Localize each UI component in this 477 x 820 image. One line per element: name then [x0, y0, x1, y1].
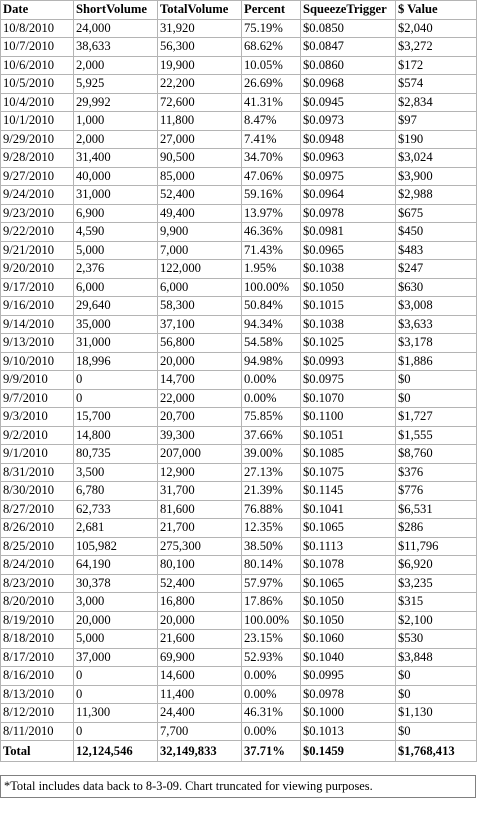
cell-squeeze-trigger: $0.1038: [301, 315, 396, 334]
cell-squeeze-trigger: $0.1015: [301, 297, 396, 316]
cell-squeeze-trigger: $0.1041: [301, 500, 396, 519]
cell-squeeze-trigger: $0.0981: [301, 223, 396, 242]
cell-percent: 54.58%: [242, 334, 301, 353]
table-row: [1, 482, 477, 501]
cell-squeeze-trigger: $0.0978: [301, 685, 396, 704]
cell-squeeze-trigger: $0.0965: [301, 241, 396, 260]
cell-total-volume: 22,200: [158, 75, 242, 94]
cell-squeeze-trigger: $0.0847: [301, 38, 396, 57]
cell-date: 9/17/2010: [1, 278, 74, 297]
cell-percent: 1.95%: [242, 260, 301, 279]
cell-short-volume: 31,000: [74, 334, 158, 353]
cell-date: 9/27/2010: [1, 167, 74, 186]
cell-percent: 10.05%: [242, 56, 301, 75]
cell-dollar-value: $0: [396, 685, 477, 704]
cell-short-volume: 0: [74, 685, 158, 704]
table-row: [1, 167, 477, 186]
cell-squeeze-trigger: $0.0993: [301, 352, 396, 371]
cell-dollar-value: $3,235: [396, 574, 477, 593]
cell-short-volume: 31,400: [74, 149, 158, 168]
cell-date: 9/21/2010: [1, 241, 74, 260]
cell-squeeze-trigger: $0.0975: [301, 167, 396, 186]
cell-short-volume: 31,000: [74, 186, 158, 205]
cell-short-volume: 15,700: [74, 408, 158, 427]
table-row: [1, 19, 477, 38]
cell-squeeze-trigger: $0.0975: [301, 371, 396, 390]
table-row: [1, 93, 477, 112]
cell-percent: 27.13%: [242, 463, 301, 482]
cell-total-volume: 22,000: [158, 389, 242, 408]
cell-date: 8/23/2010: [1, 574, 74, 593]
cell-total-volume: 31,920: [158, 19, 242, 38]
cell-total-volume: 85,000: [158, 167, 242, 186]
cell-dollar-value: $3,272: [396, 38, 477, 57]
table-row: [1, 593, 477, 612]
cell-squeeze-trigger: $0.0948: [301, 130, 396, 149]
cell-total-volume: 20,700: [158, 408, 242, 427]
cell-dollar-value: $3,178: [396, 334, 477, 353]
cell-percent: 21.39%: [242, 482, 301, 501]
cell-short-volume: 2,000: [74, 56, 158, 75]
cell-squeeze-trigger: $0.0995: [301, 667, 396, 686]
table-row: [1, 445, 477, 464]
cell-date: 8/27/2010: [1, 500, 74, 519]
cell-dollar-value: $2,100: [396, 611, 477, 630]
table-body: [1, 19, 477, 741]
cell-short-volume: 105,982: [74, 537, 158, 556]
cell-squeeze-trigger: $0.1040: [301, 648, 396, 667]
cell-percent: 0.00%: [242, 667, 301, 686]
cell-percent: 39.00%: [242, 445, 301, 464]
cell-short-volume: 0: [74, 371, 158, 390]
cell-percent: 46.36%: [242, 223, 301, 242]
table-row: [1, 704, 477, 723]
cell-date: 9/13/2010: [1, 334, 74, 353]
table-row: [1, 500, 477, 519]
cell-date: 9/3/2010: [1, 408, 74, 427]
table-row: [1, 722, 477, 741]
cell-total-volume: 19,900: [158, 56, 242, 75]
table-row: [1, 611, 477, 630]
cell-date: 8/17/2010: [1, 648, 74, 667]
cell-squeeze-trigger: $0.0964: [301, 186, 396, 205]
cell-percent: 23.15%: [242, 630, 301, 649]
header-short-volume: ShortVolume: [74, 1, 158, 20]
cell-dollar-value: $0: [396, 389, 477, 408]
header-squeeze-trigger: SqueezeTrigger: [301, 1, 396, 20]
table-row: [1, 648, 477, 667]
cell-short-volume: 2,681: [74, 519, 158, 538]
cell-total-volume: 27,000: [158, 130, 242, 149]
table-row: [1, 389, 477, 408]
cell-dollar-value: $2,988: [396, 186, 477, 205]
table-row: [1, 223, 477, 242]
cell-dollar-value: $11,796: [396, 537, 477, 556]
cell-short-volume: 14,800: [74, 426, 158, 445]
cell-squeeze-trigger: $0.1078: [301, 556, 396, 575]
cell-total-volume: 11,400: [158, 685, 242, 704]
cell-short-volume: 29,992: [74, 93, 158, 112]
cell-dollar-value: $0: [396, 722, 477, 741]
cell-dollar-value: $376: [396, 463, 477, 482]
cell-squeeze-trigger: $0.0945: [301, 93, 396, 112]
table-row: [1, 149, 477, 168]
cell-date: 9/22/2010: [1, 223, 74, 242]
cell-date: 8/24/2010: [1, 556, 74, 575]
cell-date: 10/7/2010: [1, 38, 74, 57]
cell-short-volume: 0: [74, 722, 158, 741]
cell-squeeze-trigger: $0.1038: [301, 260, 396, 279]
cell-squeeze-trigger: $0.1113: [301, 537, 396, 556]
cell-total-volume: 21,700: [158, 519, 242, 538]
cell-dollar-value: $286: [396, 519, 477, 538]
cell-dollar-value: $0: [396, 371, 477, 390]
cell-percent: 37.66%: [242, 426, 301, 445]
cell-dollar-value: $530: [396, 630, 477, 649]
cell-percent: 13.97%: [242, 204, 301, 223]
cell-total-volume: 122,000: [158, 260, 242, 279]
cell-dollar-value: $776: [396, 482, 477, 501]
cell-total-volume: 58,300: [158, 297, 242, 316]
table-row: [1, 371, 477, 390]
cell-total-volume: 7,000: [158, 241, 242, 260]
cell-total-volume: 16,800: [158, 593, 242, 612]
cell-dollar-value: $8,760: [396, 445, 477, 464]
cell-dollar-value: $247: [396, 260, 477, 279]
cell-total-volume: 90,500: [158, 149, 242, 168]
cell-squeeze-trigger: $0.1013: [301, 722, 396, 741]
cell-squeeze-trigger: $0.1065: [301, 519, 396, 538]
cell-short-volume: 80,735: [74, 445, 158, 464]
cell-date: 9/20/2010: [1, 260, 74, 279]
table-row: [1, 260, 477, 279]
cell-squeeze-trigger: $0.1145: [301, 482, 396, 501]
table-row: [1, 537, 477, 556]
cell-total-volume: 207,000: [158, 445, 242, 464]
cell-total-volume: 21,600: [158, 630, 242, 649]
cell-short-volume: 2,376: [74, 260, 158, 279]
cell-short-volume: 5,000: [74, 630, 158, 649]
cell-total-volume: 11,800: [158, 112, 242, 131]
cell-date: 8/19/2010: [1, 611, 74, 630]
cell-total-volume: 52,400: [158, 186, 242, 205]
table-row: [1, 204, 477, 223]
table-row: [1, 408, 477, 427]
cell-total-volume: 49,400: [158, 204, 242, 223]
cell-dollar-value: $3,008: [396, 297, 477, 316]
cell-percent: 94.98%: [242, 352, 301, 371]
table-row: [1, 112, 477, 131]
table-row: [1, 56, 477, 75]
table-row: [1, 574, 477, 593]
cell-squeeze-trigger: $0.0973: [301, 112, 396, 131]
cell-total-volume: 14,600: [158, 667, 242, 686]
cell-dollar-value: $1,555: [396, 426, 477, 445]
cell-date: 8/26/2010: [1, 519, 74, 538]
cell-dollar-value: $0: [396, 667, 477, 686]
cell-dollar-value: $2,040: [396, 19, 477, 38]
cell-dollar-value: $450: [396, 223, 477, 242]
cell-short-volume: 4,590: [74, 223, 158, 242]
cell-short-volume: 24,000: [74, 19, 158, 38]
cell-date: 10/4/2010: [1, 93, 74, 112]
cell-dollar-value: $3,633: [396, 315, 477, 334]
cell-dollar-value: $2,834: [396, 93, 477, 112]
cell-percent: 100.00%: [242, 278, 301, 297]
cell-short-volume: 64,190: [74, 556, 158, 575]
total-label: Total: [1, 741, 74, 762]
cell-date: 9/28/2010: [1, 149, 74, 168]
cell-percent: 94.34%: [242, 315, 301, 334]
cell-date: 9/23/2010: [1, 204, 74, 223]
cell-percent: 75.85%: [242, 408, 301, 427]
cell-percent: 80.14%: [242, 556, 301, 575]
cell-squeeze-trigger: $0.0968: [301, 75, 396, 94]
table-row: [1, 38, 477, 57]
cell-short-volume: 3,000: [74, 593, 158, 612]
cell-dollar-value: $172: [396, 56, 477, 75]
table-row: [1, 186, 477, 205]
table-row: [1, 278, 477, 297]
cell-date: 8/18/2010: [1, 630, 74, 649]
cell-total-volume: 56,300: [158, 38, 242, 57]
header-row: [1, 1, 477, 20]
cell-short-volume: 6,780: [74, 482, 158, 501]
cell-total-volume: 39,300: [158, 426, 242, 445]
cell-percent: 7.41%: [242, 130, 301, 149]
cell-short-volume: 40,000: [74, 167, 158, 186]
cell-dollar-value: $190: [396, 130, 477, 149]
cell-date: 8/25/2010: [1, 537, 74, 556]
cell-short-volume: 18,996: [74, 352, 158, 371]
cell-squeeze-trigger: $0.1051: [301, 426, 396, 445]
header-dollar-value: $ Value: [396, 1, 477, 20]
cell-dollar-value: $1,130: [396, 704, 477, 723]
cell-squeeze-trigger: $0.1050: [301, 593, 396, 612]
cell-squeeze-trigger: $0.1050: [301, 278, 396, 297]
cell-short-volume: 38,633: [74, 38, 158, 57]
cell-short-volume: 5,000: [74, 241, 158, 260]
cell-date: 10/5/2010: [1, 75, 74, 94]
cell-percent: 50.84%: [242, 297, 301, 316]
cell-total-volume: 52,400: [158, 574, 242, 593]
cell-dollar-value: $315: [396, 593, 477, 612]
cell-total-volume: 9,900: [158, 223, 242, 242]
cell-short-volume: 3,500: [74, 463, 158, 482]
cell-date: 9/10/2010: [1, 352, 74, 371]
cell-total-volume: 6,000: [158, 278, 242, 297]
cell-short-volume: 20,000: [74, 611, 158, 630]
cell-percent: 76.88%: [242, 500, 301, 519]
cell-short-volume: 29,640: [74, 297, 158, 316]
table-row: [1, 667, 477, 686]
cell-dollar-value: $3,024: [396, 149, 477, 168]
cell-date: 8/20/2010: [1, 593, 74, 612]
cell-date: 9/14/2010: [1, 315, 74, 334]
total-percent: 37.71%: [242, 741, 301, 762]
cell-total-volume: 69,900: [158, 648, 242, 667]
table-row: [1, 630, 477, 649]
cell-dollar-value: $1,886: [396, 352, 477, 371]
cell-dollar-value: $630: [396, 278, 477, 297]
table-row: [1, 315, 477, 334]
cell-squeeze-trigger: $0.1060: [301, 630, 396, 649]
header-percent: Percent: [242, 1, 301, 20]
cell-date: 8/31/2010: [1, 463, 74, 482]
cell-total-volume: 20,000: [158, 611, 242, 630]
cell-percent: 100.00%: [242, 611, 301, 630]
cell-short-volume: 62,733: [74, 500, 158, 519]
cell-percent: 68.62%: [242, 38, 301, 57]
cell-total-volume: 72,600: [158, 93, 242, 112]
cell-squeeze-trigger: $0.1050: [301, 611, 396, 630]
cell-total-volume: 80,100: [158, 556, 242, 575]
cell-total-volume: 14,700: [158, 371, 242, 390]
header-total-volume: TotalVolume: [158, 1, 242, 20]
table-row: [1, 463, 477, 482]
cell-percent: 26.69%: [242, 75, 301, 94]
cell-date: 9/7/2010: [1, 389, 74, 408]
cell-date: 8/30/2010: [1, 482, 74, 501]
cell-date: 9/29/2010: [1, 130, 74, 149]
table-row: [1, 352, 477, 371]
table-row: [1, 75, 477, 94]
cell-squeeze-trigger: $0.1100: [301, 408, 396, 427]
total-short-volume: 12,124,546: [74, 741, 158, 762]
total-row: [1, 741, 477, 762]
cell-short-volume: 1,000: [74, 112, 158, 131]
cell-date: 10/8/2010: [1, 19, 74, 38]
cell-percent: 0.00%: [242, 685, 301, 704]
cell-short-volume: 6,000: [74, 278, 158, 297]
cell-short-volume: 11,300: [74, 704, 158, 723]
cell-dollar-value: $3,900: [396, 167, 477, 186]
cell-squeeze-trigger: $0.1025: [301, 334, 396, 353]
table-row: [1, 297, 477, 316]
cell-percent: 34.70%: [242, 149, 301, 168]
cell-short-volume: 35,000: [74, 315, 158, 334]
cell-date: 9/9/2010: [1, 371, 74, 390]
header-date: Date: [1, 1, 74, 20]
cell-percent: 41.31%: [242, 93, 301, 112]
cell-short-volume: 0: [74, 389, 158, 408]
cell-squeeze-trigger: $0.0963: [301, 149, 396, 168]
cell-percent: 17.86%: [242, 593, 301, 612]
cell-dollar-value: $574: [396, 75, 477, 94]
total-squeeze-trigger: $0.1459: [301, 741, 396, 762]
cell-date: 10/1/2010: [1, 112, 74, 131]
cell-squeeze-trigger: $0.1075: [301, 463, 396, 482]
cell-percent: 71.43%: [242, 241, 301, 260]
cell-percent: 52.93%: [242, 648, 301, 667]
total-dollar-value: $1,768,413: [396, 741, 477, 762]
table-row: [1, 426, 477, 445]
cell-short-volume: 2,000: [74, 130, 158, 149]
cell-date: 8/11/2010: [1, 722, 74, 741]
cell-dollar-value: $6,920: [396, 556, 477, 575]
cell-date: 9/2/2010: [1, 426, 74, 445]
cell-dollar-value: $6,531: [396, 500, 477, 519]
table-row: [1, 556, 477, 575]
cell-squeeze-trigger: $0.0850: [301, 19, 396, 38]
cell-dollar-value: $97: [396, 112, 477, 131]
cell-date: 9/24/2010: [1, 186, 74, 205]
cell-percent: 75.19%: [242, 19, 301, 38]
cell-date: 10/6/2010: [1, 56, 74, 75]
cell-short-volume: 0: [74, 667, 158, 686]
cell-total-volume: 275,300: [158, 537, 242, 556]
footnote: *Total includes data back to 8-3-09. Chart truncated for viewing purposes.: [0, 775, 476, 798]
cell-total-volume: 7,700: [158, 722, 242, 741]
cell-percent: 57.97%: [242, 574, 301, 593]
cell-dollar-value: $3,848: [396, 648, 477, 667]
cell-total-volume: 24,400: [158, 704, 242, 723]
cell-squeeze-trigger: $0.0978: [301, 204, 396, 223]
cell-percent: 8.47%: [242, 112, 301, 131]
table-row: [1, 334, 477, 353]
cell-date: 8/16/2010: [1, 667, 74, 686]
cell-percent: 12.35%: [242, 519, 301, 538]
cell-dollar-value: $483: [396, 241, 477, 260]
cell-percent: 46.31%: [242, 704, 301, 723]
cell-percent: 59.16%: [242, 186, 301, 205]
cell-date: 9/16/2010: [1, 297, 74, 316]
table-row: [1, 130, 477, 149]
cell-short-volume: 5,925: [74, 75, 158, 94]
spacer: [0, 762, 476, 775]
cell-percent: 0.00%: [242, 722, 301, 741]
cell-date: 8/12/2010: [1, 704, 74, 723]
cell-squeeze-trigger: $0.0860: [301, 56, 396, 75]
cell-total-volume: 56,800: [158, 334, 242, 353]
cell-total-volume: 20,000: [158, 352, 242, 371]
cell-total-volume: 12,900: [158, 463, 242, 482]
cell-total-volume: 37,100: [158, 315, 242, 334]
cell-squeeze-trigger: $0.1000: [301, 704, 396, 723]
cell-short-volume: 6,900: [74, 204, 158, 223]
cell-dollar-value: $1,727: [396, 408, 477, 427]
cell-percent: 0.00%: [242, 371, 301, 390]
cell-percent: 47.06%: [242, 167, 301, 186]
cell-squeeze-trigger: $0.1070: [301, 389, 396, 408]
total-total-volume: 32,149,833: [158, 741, 242, 762]
cell-squeeze-trigger: $0.1065: [301, 574, 396, 593]
cell-short-volume: 30,378: [74, 574, 158, 593]
table-row: [1, 685, 477, 704]
cell-total-volume: 81,600: [158, 500, 242, 519]
table-row: [1, 519, 477, 538]
cell-squeeze-trigger: $0.1085: [301, 445, 396, 464]
cell-date: 8/13/2010: [1, 685, 74, 704]
cell-total-volume: 31,700: [158, 482, 242, 501]
table-row: [1, 241, 477, 260]
cell-dollar-value: $675: [396, 204, 477, 223]
cell-percent: 0.00%: [242, 389, 301, 408]
cell-short-volume: 37,000: [74, 648, 158, 667]
cell-date: 9/1/2010: [1, 445, 74, 464]
cell-percent: 38.50%: [242, 537, 301, 556]
